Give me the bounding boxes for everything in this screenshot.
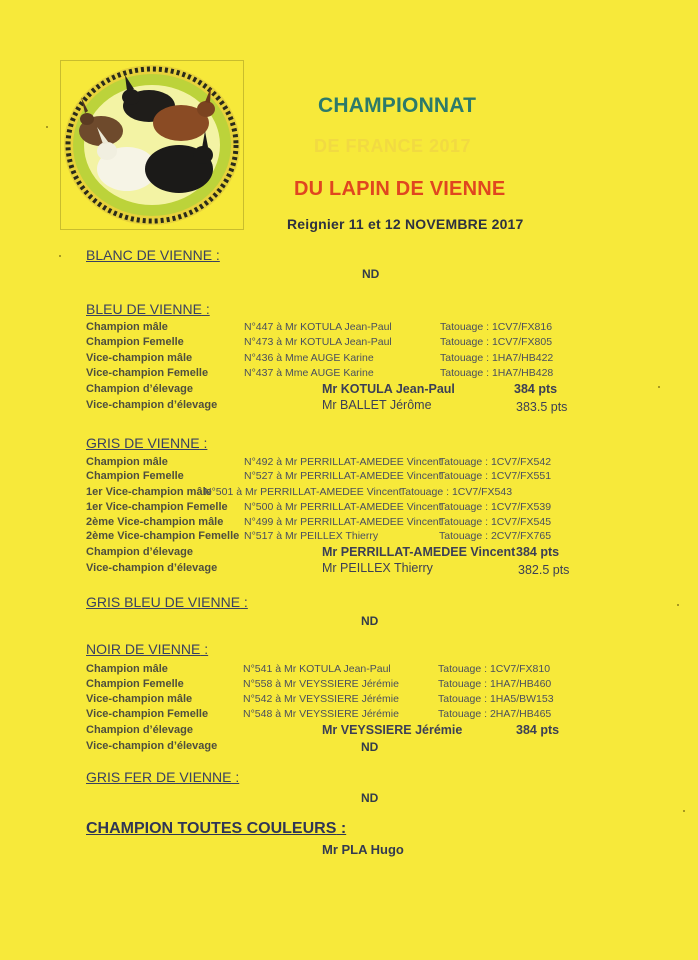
elevage-winner: Mr VEYSSIERE Jérémie — [322, 723, 463, 737]
paper-speck — [59, 255, 61, 257]
section-title-text: GRIS DE VIENNE — [86, 435, 200, 451]
result-row — [0, 321, 698, 336]
award-label: Champion Femelle — [86, 678, 184, 690]
section-colon: : — [199, 435, 208, 451]
tattoo-text: Tatouage : 1CV7/FX810 — [438, 663, 551, 675]
page-title-line2: DU LAPIN DE VIENNE — [294, 178, 506, 200]
award-label: Champion mâle — [86, 663, 168, 675]
entry-text: N°548 à Mr VEYSSIERE Jérémie — [243, 708, 399, 720]
result-row — [0, 663, 698, 678]
result-row — [0, 336, 698, 351]
tattoo-text: Tatouage : 1HA5/BW153 — [438, 693, 554, 705]
award-label: 1er Vice-champion mâle — [86, 486, 212, 498]
event-date: Reignier 11 et 12 NOVEMBRE 2017 — [287, 216, 524, 232]
tattoo-text: Tatouage : 1CV7/FX551 — [439, 470, 552, 482]
award-label: Champion Femelle — [86, 470, 184, 482]
rabbits-logo — [60, 60, 244, 230]
section-title-gris-fer — [86, 769, 239, 785]
entry-text: N°500 à Mr PERRILLAT-AMEDEE Vincent — [244, 501, 442, 513]
section-title-bleu — [86, 301, 210, 317]
tattoo-text: Tatouage : 1CV7/FX816 — [440, 321, 553, 333]
entry-text: N°436 à Mme AUGE Karine — [244, 352, 374, 364]
award-label: Champion Femelle — [86, 336, 184, 348]
paper-speck — [46, 126, 48, 128]
nd-text: ND — [361, 791, 379, 805]
result-row — [0, 470, 698, 485]
result-row — [0, 708, 698, 723]
award-label: Vice-champion d’élevage — [86, 562, 218, 574]
paper-speck — [677, 604, 679, 606]
award-label: 2ème Vice-champion Femelle — [86, 530, 240, 542]
elevage-points: 384 pts — [516, 723, 560, 737]
entry-text: N°517 à Mr PEILLEX Thierry — [244, 530, 379, 542]
result-row — [0, 367, 698, 382]
elevage-winner: Mr PEILLEX Thierry — [322, 561, 433, 575]
faded-title-text: DE FRANCE 2017 — [314, 136, 472, 156]
award-label: Champion d’élevage — [86, 546, 193, 558]
section-colon: : — [212, 247, 220, 263]
entry-text: N°501 à Mr PERRILLAT-AMEDEE Vincent — [204, 486, 402, 498]
elevage-row — [0, 740, 698, 755]
award-label: Vice-champion Femelle — [86, 367, 209, 379]
section-title-gris-bleu — [86, 594, 248, 610]
tattoo-text: Tatouage : 1CV7/FX542 — [439, 456, 552, 468]
section-colon: : — [201, 301, 210, 317]
result-row — [0, 352, 698, 367]
tattoo-text: Tatouage : 2CV7/FX765 — [439, 530, 552, 542]
award-label: Vice-champion d’élevage — [86, 740, 218, 752]
tattoo-text: Tatouage : 1CV7/FX545 — [439, 516, 552, 528]
section-title-text: NOIR DE VIENNE — [86, 641, 201, 657]
award-label: Champion d’élevage — [86, 383, 193, 395]
result-row — [0, 530, 698, 545]
section-title-text: GRIS BLEU DE VIENNE — [86, 594, 241, 610]
section-colon: : — [336, 820, 347, 837]
elevage-points: 382.5 pts — [518, 563, 570, 577]
award-label: 2ème Vice-champion mâle — [86, 516, 224, 528]
award-label: Champion mâle — [86, 321, 168, 333]
award-label: Vice-champion mâle — [86, 352, 193, 364]
section-title-text: CHAMPION TOUTES COULEURS — [86, 820, 337, 837]
section-title-text: GRIS FER DE VIENNE — [86, 769, 232, 785]
section-title-gris — [86, 435, 207, 451]
section-title-noir — [86, 641, 208, 657]
section-colon: : — [231, 769, 240, 785]
overall-champion: Mr PLA Hugo — [322, 842, 404, 857]
tattoo-text: Tatouage : 2HA7/HB465 — [438, 708, 552, 720]
section-title-text: BLANC DE VIENNE — [86, 247, 213, 263]
entry-text: N°447 à Mr KOTULA Jean-Paul — [244, 321, 392, 333]
tattoo-text: Tatouage : 1HA7/HB460 — [438, 678, 552, 690]
nd-text: ND — [361, 614, 379, 628]
award-label: Vice-champion d’élevage — [86, 399, 218, 411]
result-row — [0, 678, 698, 693]
result-row — [0, 516, 698, 531]
award-label: Vice-champion mâle — [86, 693, 193, 705]
paper-speck — [683, 810, 685, 812]
nd-text: ND — [361, 740, 379, 754]
entry-text: N°473 à Mr KOTULA Jean-Paul — [244, 336, 392, 348]
entry-text: N°499 à Mr PERRILLAT-AMEDEE Vincent — [244, 516, 442, 528]
section-colon: : — [200, 641, 209, 657]
tattoo-text: Tatouage : 1CV7/FX805 — [440, 336, 553, 348]
elevage-points: 384 pts — [514, 382, 558, 396]
award-label: Vice-champion Femelle — [86, 708, 209, 720]
paper-speck — [658, 386, 660, 388]
entry-text: N°527 à Mr PERRILLAT-AMEDEE Vincent — [244, 470, 442, 482]
entry-text: N°542 à Mr VEYSSIERE Jérémie — [243, 693, 399, 705]
elevage-winner: Mr BALLET Jérôme — [322, 398, 432, 412]
result-row — [0, 486, 698, 501]
tattoo-text: Tatouage : 1HA7/HB422 — [440, 352, 554, 364]
award-label: 1er Vice-champion Femelle — [86, 501, 228, 513]
section-title-text: BLEU DE VIENNE — [86, 301, 202, 317]
result-row — [0, 693, 698, 708]
entry-text: N°541 à Mr KOTULA Jean-Paul — [243, 663, 391, 675]
elevage-points: 384 pts — [516, 545, 560, 559]
entry-text: N°558 à Mr VEYSSIERE Jérémie — [243, 678, 399, 690]
section-title-blanc — [86, 247, 220, 263]
result-row — [0, 501, 698, 516]
section-title-toutes-couleurs — [86, 820, 346, 838]
award-label: Champion d’élevage — [86, 724, 193, 736]
award-label: Champion mâle — [86, 456, 168, 468]
rabbits-logo-icon — [61, 61, 243, 229]
tattoo-text: Tatouage : 1CV7/FX539 — [439, 501, 552, 513]
section-colon: : — [240, 594, 248, 610]
entry-text: N°437 à Mme AUGE Karine — [244, 367, 374, 379]
page-title-line1: CHAMPIONNAT — [318, 94, 477, 117]
elevage-winner: Mr KOTULA Jean-Paul — [322, 382, 455, 396]
tattoo-text: Tatouage : 1CV7/FX543 — [400, 486, 513, 498]
result-row — [0, 456, 698, 471]
nd-text: ND — [362, 267, 380, 281]
entry-text: N°492 à Mr PERRILLAT-AMEDEE Vincent — [244, 456, 442, 468]
elevage-points: 383.5 pts — [516, 400, 568, 414]
elevage-winner: Mr PERRILLAT-AMEDEE Vincent — [322, 545, 516, 559]
tattoo-text: Tatouage : 1HA7/HB428 — [440, 367, 554, 379]
